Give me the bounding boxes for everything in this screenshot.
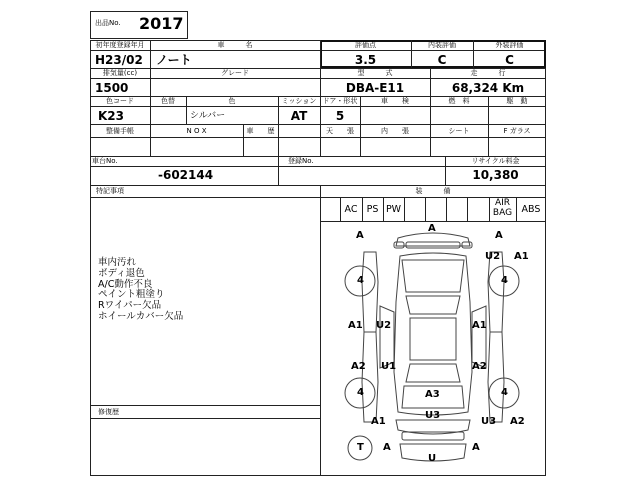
score-label: 評価点 xyxy=(355,41,376,49)
mark: A xyxy=(428,223,436,234)
exterior-value: C xyxy=(505,53,514,67)
mark: A3 xyxy=(425,389,440,400)
mission-value: AT xyxy=(290,109,308,123)
mark: A xyxy=(356,230,364,241)
note-line: ホイールカバー欠品 xyxy=(98,310,184,322)
car-name-label: 車 名 xyxy=(217,41,253,49)
manual-label: 整備手帳 xyxy=(106,127,134,135)
recycle-label: リサイクル料金 xyxy=(471,157,520,165)
chassis-label: 車台No. xyxy=(92,157,118,165)
equip-ac: AC xyxy=(344,204,358,215)
mark: U2 xyxy=(485,251,501,262)
model-label: 型 式 xyxy=(357,69,393,77)
mark: A1 xyxy=(514,251,529,262)
history-label: 車 歴 xyxy=(246,127,275,135)
exterior-label: 外装評価 xyxy=(495,41,524,49)
score-value: 3.5 xyxy=(354,53,377,67)
mark: U3 xyxy=(425,410,441,421)
mark: A2 xyxy=(472,361,487,372)
mark: A2 xyxy=(351,361,366,372)
mark: A1 xyxy=(348,320,363,331)
mark: U xyxy=(428,453,437,464)
doors-label: ドア・形状 xyxy=(322,97,358,105)
interior-label: 内装評価 xyxy=(428,41,456,49)
glass-label: F ガラス xyxy=(503,127,531,135)
roof-label: 天 張 xyxy=(326,127,354,135)
mark: A2 xyxy=(510,416,525,427)
recycle-value: 10,380 xyxy=(472,168,519,182)
first-reg-label: 初年度登録年月 xyxy=(95,41,145,49)
equip-abs: ABS xyxy=(521,204,541,215)
color-label: 色 xyxy=(228,97,236,105)
mark: 4 xyxy=(501,387,508,398)
first-reg-value: H23/02 xyxy=(95,53,143,67)
mark: T xyxy=(357,442,364,453)
note-line: ボディ退色 xyxy=(98,267,145,279)
mark: A xyxy=(495,230,503,241)
lot-label: 出品No. xyxy=(95,19,121,27)
model-value: DBA-E11 xyxy=(345,81,405,95)
note-line: 車内汚れ xyxy=(98,257,137,268)
equip-airbag: AIR BAG xyxy=(492,198,513,218)
mark: 4 xyxy=(357,275,364,286)
grade-label: グレード xyxy=(221,69,249,77)
mileage-value: 68,324 Km xyxy=(451,81,525,95)
notes-label: 特記事項 xyxy=(96,187,124,195)
repair-label: 修復歴 xyxy=(98,408,119,416)
seat-label: シート xyxy=(448,127,470,135)
mark: U1 xyxy=(381,361,397,372)
lot-number: 2017 xyxy=(139,14,184,33)
chassis-value: -602144 xyxy=(158,168,214,182)
reg-no-label: 登録No. xyxy=(288,157,314,165)
interior-value: C xyxy=(437,53,447,67)
drive-label: 駆 動 xyxy=(506,97,528,105)
equip-pw: PW xyxy=(385,204,402,215)
note-line: ペイント粗塗り xyxy=(98,289,165,301)
color-no-label: 色替 xyxy=(161,97,175,105)
color-code-label: 色コード xyxy=(106,97,134,105)
displacement-value: 1500 xyxy=(95,81,129,95)
notes-list xyxy=(98,258,183,323)
nox-label: N O X xyxy=(186,127,207,135)
mark: 4 xyxy=(501,275,508,286)
mark: U3 xyxy=(481,416,497,427)
equipment-label: 装 備 xyxy=(415,187,451,195)
inspection-label: 車 検 xyxy=(381,97,409,105)
mark: A1 xyxy=(472,320,487,331)
equip-ps: PS xyxy=(366,204,379,215)
mark: U2 xyxy=(376,320,392,331)
displacement-label: 排気量(cc) xyxy=(102,69,138,77)
mark: A xyxy=(472,442,480,453)
car-diagram xyxy=(320,222,546,476)
color-value: シルバー xyxy=(190,111,226,121)
car-name-value: ノート xyxy=(156,53,192,67)
mark: 4 xyxy=(357,387,364,398)
mark: A xyxy=(383,442,391,453)
mark: A1 xyxy=(371,416,386,427)
mission-label: ミッション xyxy=(281,97,317,105)
fuel-label: 燃 料 xyxy=(448,97,470,105)
mileage-label: 走 行 xyxy=(470,69,506,77)
note-line: Rワイパー欠品 xyxy=(98,300,162,312)
color-code-value: K23 xyxy=(98,109,124,123)
note-line: A/C動作不良 xyxy=(98,278,153,290)
interior-fab-label: 内 張 xyxy=(381,127,409,135)
doors-value: 5 xyxy=(335,109,345,123)
